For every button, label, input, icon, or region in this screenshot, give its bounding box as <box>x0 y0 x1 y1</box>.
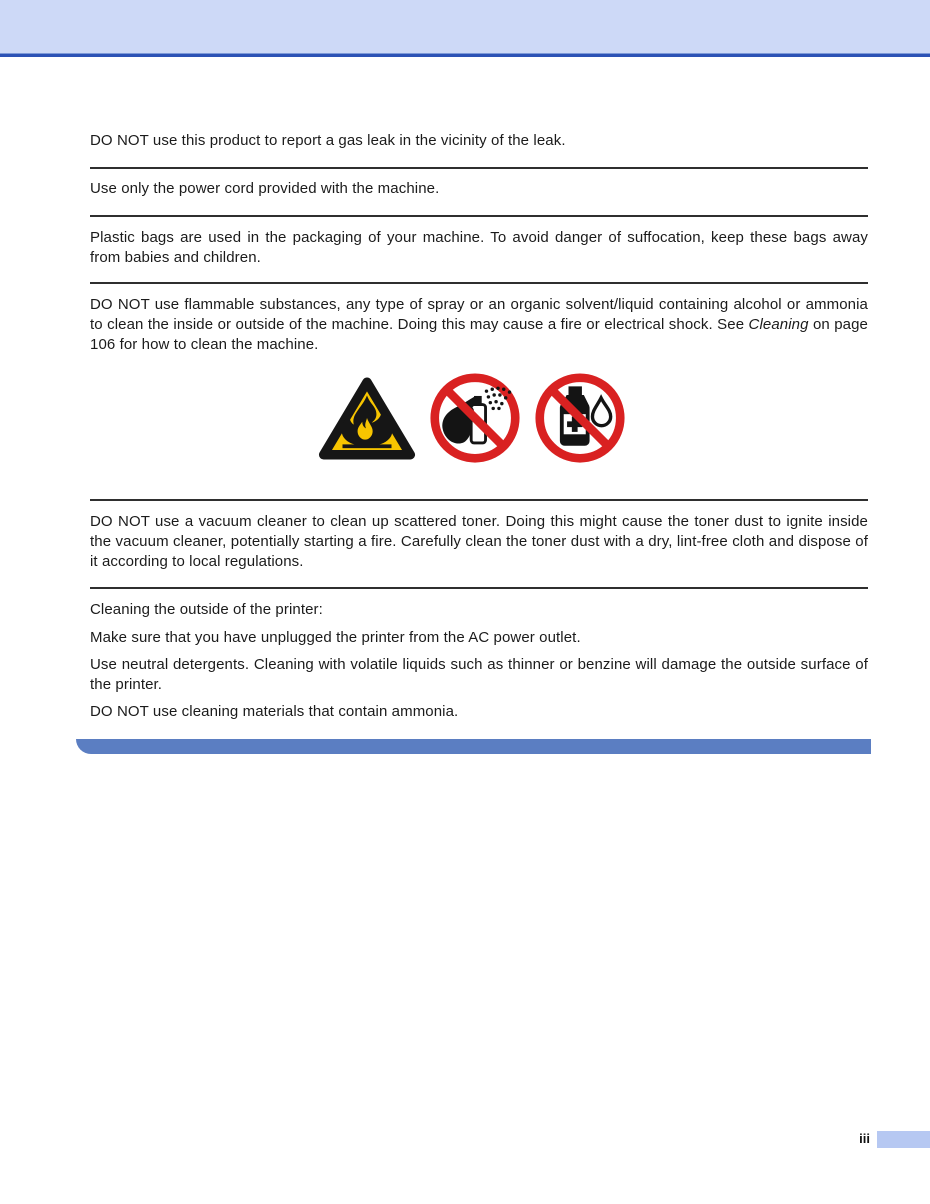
note-gas-leak: DO NOT use this product to report a gas leak in the vicinity of the leak. <box>90 132 566 149</box>
note-flammable-text: DO NOT use flammable substances, any type of spray or an organic solvent/liquid containing alcohol or ammonia to clean the inside or outside of the machine. Doing this may cause a fire or electrical shock. See <box>90 296 868 333</box>
warning-icons-row <box>318 372 626 464</box>
note-plastic-bags: Plastic bags are used in the packaging of your machine. To avoid danger of suffocation, keep these bags away from babies and children. <box>90 229 868 266</box>
divider <box>90 499 868 501</box>
divider <box>90 587 868 589</box>
note-power-cord: Use only the power cord provided with the machine. <box>90 180 440 197</box>
no-flammable-liquids-icon <box>534 372 626 464</box>
no-spray-icon <box>429 372 521 464</box>
note-vacuum-toner: DO NOT use a vacuum cleaner to clean up scattered toner. Doing this might cause the toner dust to ignite inside the vacuum cleaner, potentially starting a fire. Carefully clean the toner dust with a dry, lint-free cloth and dispose of it according to local regulations. <box>90 513 868 570</box>
footer-tab <box>877 1131 930 1148</box>
divider <box>90 282 868 284</box>
note-flammable-substances <box>90 295 868 355</box>
divider <box>90 215 868 217</box>
section-end-bar <box>76 739 871 754</box>
divider <box>90 167 868 169</box>
flammable-warning-icon <box>318 373 416 463</box>
note-ammonia: DO NOT use cleaning materials that contain ammonia. <box>90 703 459 720</box>
note-cleaning-outside: Cleaning the outside of the printer: <box>90 601 323 618</box>
note-detergents: Use neutral detergents. Cleaning with volatile liquids such as thinner or benzine will damage the outside surface of the printer. <box>90 656 868 693</box>
page-header-band <box>0 0 930 57</box>
note-flammable-text-after: on page 106 for how to clean the machine. <box>90 316 868 353</box>
page-number: iii <box>859 1131 870 1146</box>
note-unplug: Make sure that you have unplugged the printer from the AC power outlet. <box>90 629 581 646</box>
cleaning-reference: Cleaning <box>748 316 809 333</box>
